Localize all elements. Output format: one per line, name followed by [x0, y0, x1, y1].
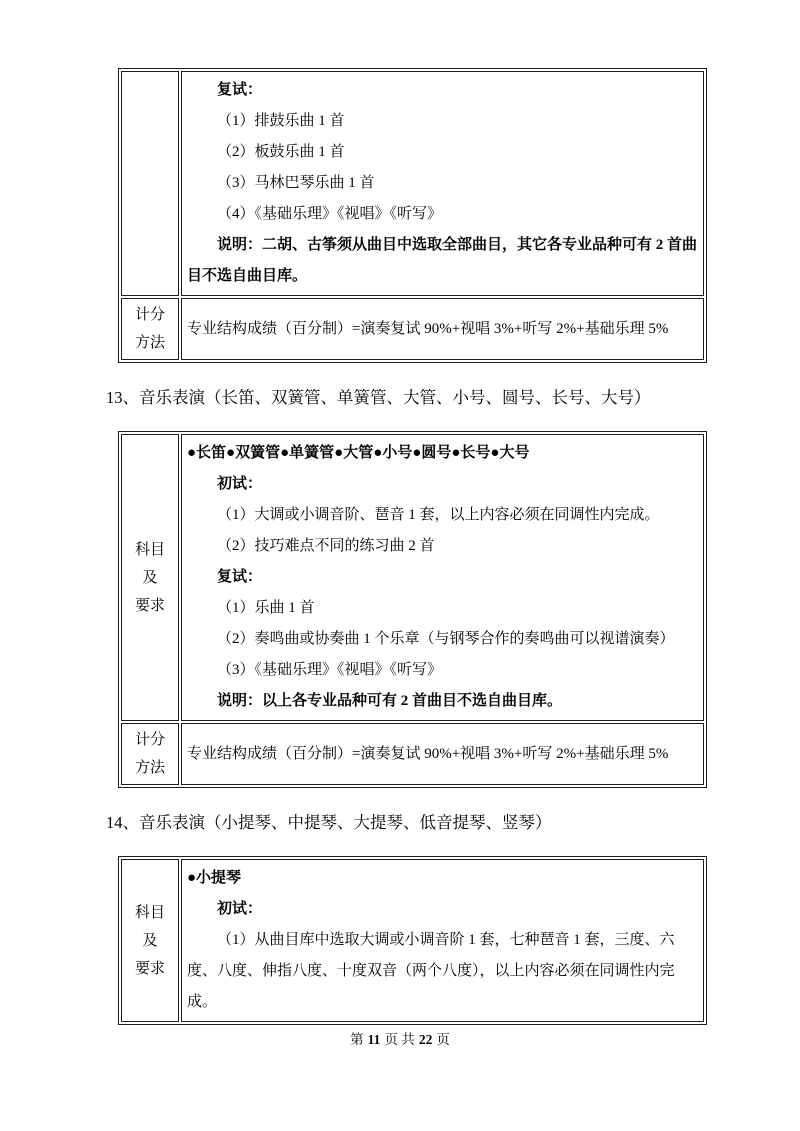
subject-label-cell — [121, 434, 179, 721]
footer-text: 页 — [436, 1032, 450, 1047]
label-line: 科目 — [134, 541, 165, 558]
retest-item-1: （1）乐曲 1 首 — [217, 600, 315, 616]
table-row — [121, 723, 704, 785]
footer-text: 页 共 — [384, 1032, 415, 1047]
footer-text: 第 — [350, 1032, 364, 1047]
table-section14 — [118, 856, 707, 1025]
scoring-formula: 专业结构成绩（百分制）=演奏复试 90%+视唱 3%+听写 2%+基础乐理 5% — [187, 321, 669, 337]
label-line: 及 — [142, 569, 158, 586]
retest-item-2: （2）奏鸣曲或协奏曲 1 个乐章（与钢琴合作的奏鸣曲可以视谱演奏） — [217, 631, 675, 647]
section-13-heading: 13、音乐表演（长笛、双簧管、单簧管、大管、小号、圆号、长号、大号） — [106, 388, 651, 407]
retest-item-4: （4）《基础乐理》《视唱》《听写》 — [217, 206, 443, 222]
scoring-method-label — [121, 298, 179, 360]
table-section13 — [118, 431, 707, 788]
retest-item-2: （2）板鼓乐曲 1 首 — [217, 144, 345, 160]
first-test-label: 初试： — [217, 476, 263, 492]
label-line: 方法 — [134, 335, 165, 351]
document-content — [106, 68, 707, 1025]
first-test-label: 初试： — [217, 901, 263, 917]
label-line: 计分 — [134, 307, 165, 323]
instrument-list-header: ●小提琴 — [187, 870, 242, 886]
note-paragraph: 说明：以上各专业品种可有 2 首曲目不选自曲目库。 — [217, 693, 563, 709]
table-row — [121, 434, 704, 721]
table-row — [121, 298, 704, 360]
retest-label: 复试： — [217, 569, 263, 585]
retest-item-3: （3）马林巴琴乐曲 1 首 — [217, 175, 375, 191]
requirements-cell — [181, 434, 704, 721]
label-line: 科目 — [134, 904, 165, 921]
label-line: 要求 — [134, 597, 165, 614]
footer-page-number: 11 — [367, 1032, 381, 1047]
scoring-formula: 专业结构成绩（百分制）=演奏复试 90%+视唱 3%+听写 2%+基础乐理 5% — [187, 746, 669, 762]
table-row — [121, 71, 704, 296]
subject-label-cell — [121, 859, 179, 1022]
retest-item-3: （3）《基础乐理》《视唱》《听写》 — [217, 662, 443, 678]
scoring-method-label — [121, 723, 179, 785]
label-line: 要求 — [134, 960, 165, 977]
label-line: 及 — [142, 932, 158, 949]
first-test-item-1: （1）从曲目库中选取大调或小调音阶 1 套，七种琶音 1 套，三度、六度、八度、伸指八度、十度双音（两个八度），以上内容必须在同调性内完成。 — [187, 932, 675, 1010]
first-test-item-1: （1）大调或小调音阶、琶音 1 套，以上内容必须在同调性内完成。 — [217, 507, 660, 523]
retest-label: 复试： — [217, 82, 263, 98]
page-footer — [0, 1031, 800, 1049]
footer-total-pages: 22 — [418, 1032, 433, 1047]
label-line: 方法 — [134, 760, 165, 776]
subject-label-cell-empty — [121, 71, 179, 296]
note-paragraph: 说明：二胡、古筝须从曲目中选取全部曲目，其它各专业品种可有 2 首曲目不选自曲目库。 — [187, 237, 698, 284]
scoring-formula-cell — [181, 723, 704, 785]
table-row — [121, 859, 704, 1022]
requirements-cell — [181, 71, 704, 296]
scoring-formula-cell — [181, 298, 704, 360]
retest-item-1: （1）排鼓乐曲 1 首 — [217, 113, 345, 129]
section-14-heading: 14、音乐表演（小提琴、中提琴、大提琴、低音提琴、竖琴） — [106, 813, 552, 832]
label-line: 计分 — [134, 732, 165, 748]
instrument-list-header: ●长笛●双簧管●单簧管●大管●小号●圆号●长号●大号 — [187, 445, 530, 461]
first-test-item-2: （2）技巧难点不同的练习曲 2 首 — [217, 538, 435, 554]
requirements-cell — [181, 859, 704, 1022]
table-section12-continued — [118, 68, 707, 363]
